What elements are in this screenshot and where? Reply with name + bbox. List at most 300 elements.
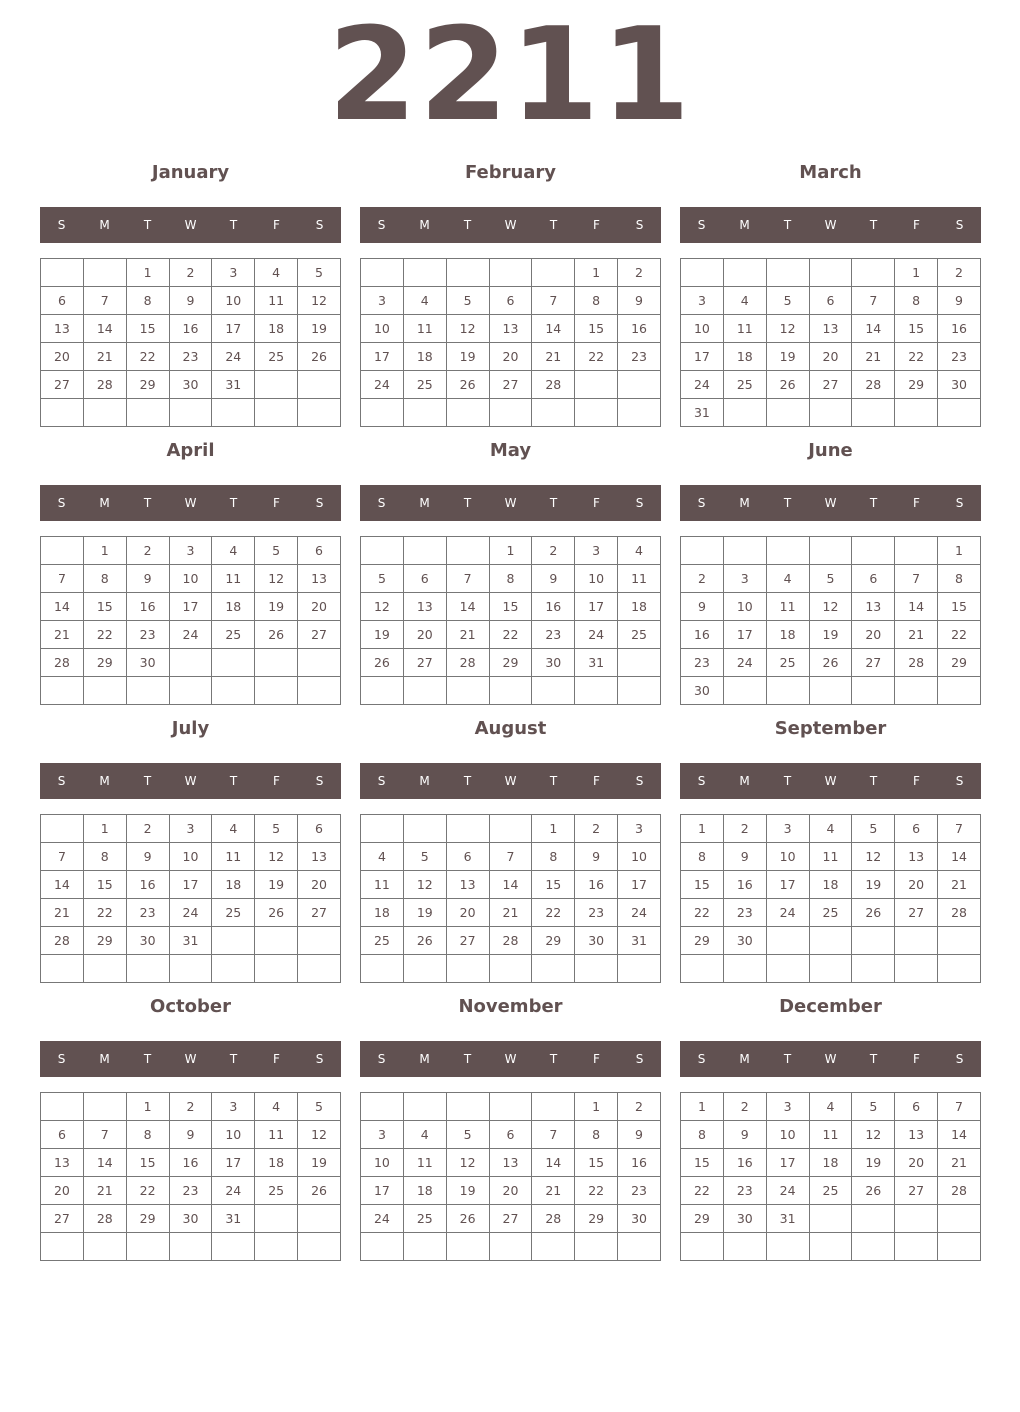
day-cell: 18	[403, 343, 446, 371]
day-cell: 30	[126, 927, 169, 955]
empty-day-cell	[852, 259, 895, 287]
week-row	[41, 399, 341, 427]
day-cell: 29	[895, 371, 938, 399]
weekday-label: M	[419, 1052, 430, 1066]
day-cell: 19	[446, 1177, 489, 1205]
day-cell: 12	[298, 287, 341, 315]
day-cell: 2	[126, 815, 169, 843]
day-cell: 17	[766, 1149, 809, 1177]
day-cell: 17	[766, 871, 809, 899]
day-cell: 29	[83, 927, 126, 955]
day-cell: 17	[169, 593, 212, 621]
day-cell: 12	[852, 1121, 895, 1149]
weekday-label: T	[549, 496, 558, 510]
empty-day-cell	[809, 677, 852, 705]
weekday-label: S	[955, 1052, 964, 1066]
day-cell: 19	[255, 593, 298, 621]
day-cell: 3	[723, 565, 766, 593]
day-cell: 5	[403, 843, 446, 871]
week-row	[41, 593, 341, 621]
day-grid	[360, 1092, 661, 1261]
day-cell: 18	[255, 315, 298, 343]
day-cell: 22	[895, 343, 938, 371]
day-cell: 3	[212, 1093, 255, 1121]
empty-day-cell	[169, 955, 212, 983]
empty-day-cell	[298, 1233, 341, 1261]
weekday-header	[680, 485, 981, 521]
day-cell: 14	[41, 593, 84, 621]
weekday-label: W	[504, 1052, 517, 1066]
weekday-label: T	[783, 1052, 792, 1066]
day-cell: 14	[446, 593, 489, 621]
day-grid	[360, 258, 661, 427]
day-cell: 2	[618, 259, 661, 287]
empty-day-cell	[169, 1233, 212, 1261]
week-row	[681, 565, 981, 593]
weekday-label: T	[229, 774, 238, 788]
day-cell: 9	[126, 565, 169, 593]
day-cell: 23	[575, 899, 618, 927]
day-cell: 18	[212, 593, 255, 621]
day-cell: 27	[852, 649, 895, 677]
day-cell: 12	[403, 871, 446, 899]
empty-day-cell	[938, 677, 981, 705]
day-cell: 1	[681, 1093, 724, 1121]
month-name: January	[151, 162, 230, 183]
weekday-label: T	[783, 496, 792, 510]
empty-day-cell	[255, 1205, 298, 1233]
week-row	[41, 677, 341, 705]
day-grid	[360, 814, 661, 983]
day-cell: 27	[298, 621, 341, 649]
empty-day-cell	[809, 1205, 852, 1233]
day-cell: 10	[169, 565, 212, 593]
week-row	[361, 1149, 661, 1177]
day-cell: 9	[681, 593, 724, 621]
empty-day-cell	[403, 399, 446, 427]
week-row	[361, 259, 661, 287]
day-cell: 3	[169, 815, 212, 843]
day-grid	[40, 814, 341, 983]
day-cell: 21	[489, 899, 532, 927]
empty-day-cell	[298, 649, 341, 677]
day-cell: 20	[41, 343, 84, 371]
day-cell: 10	[169, 843, 212, 871]
week-row	[681, 843, 981, 871]
day-cell: 23	[126, 621, 169, 649]
day-cell: 7	[41, 565, 84, 593]
day-cell: 28	[532, 1205, 575, 1233]
week-row	[681, 343, 981, 371]
day-cell: 1	[575, 259, 618, 287]
weekday-label: F	[913, 218, 920, 232]
weekday-label: T	[143, 496, 152, 510]
weekday-label: F	[913, 1052, 920, 1066]
day-cell: 12	[446, 315, 489, 343]
week-row	[681, 1149, 981, 1177]
day-cell: 16	[681, 621, 724, 649]
day-cell: 31	[169, 927, 212, 955]
day-cell: 30	[126, 649, 169, 677]
day-cell: 28	[41, 649, 84, 677]
day-cell: 28	[83, 1205, 126, 1233]
day-cell: 10	[575, 565, 618, 593]
day-cell: 23	[618, 1177, 661, 1205]
day-cell: 16	[532, 593, 575, 621]
day-cell: 2	[169, 259, 212, 287]
weekday-label: T	[549, 1052, 558, 1066]
week-row	[41, 565, 341, 593]
day-cell: 20	[446, 899, 489, 927]
day-cell: 22	[532, 899, 575, 927]
weekday-header	[40, 1041, 341, 1077]
day-cell: 5	[446, 1121, 489, 1149]
day-cell: 20	[298, 871, 341, 899]
weekday-label: M	[739, 218, 750, 232]
day-cell: 21	[532, 1177, 575, 1205]
empty-day-cell	[575, 677, 618, 705]
day-cell: 17	[212, 1149, 255, 1177]
weekday-header	[680, 763, 981, 799]
day-grid	[680, 536, 981, 705]
day-cell: 14	[41, 871, 84, 899]
empty-day-cell	[212, 399, 255, 427]
day-cell: 3	[766, 1093, 809, 1121]
day-cell: 15	[575, 1149, 618, 1177]
weekday-label: T	[869, 496, 878, 510]
day-cell: 17	[723, 621, 766, 649]
empty-day-cell	[446, 399, 489, 427]
day-cell: 26	[852, 899, 895, 927]
day-cell: 4	[618, 537, 661, 565]
day-cell: 28	[446, 649, 489, 677]
week-row	[361, 343, 661, 371]
day-cell: 11	[255, 1121, 298, 1149]
day-cell: 1	[83, 537, 126, 565]
weekday-label: S	[57, 218, 66, 232]
empty-day-cell	[83, 399, 126, 427]
weekday-label: W	[184, 496, 197, 510]
empty-day-cell	[212, 927, 255, 955]
empty-day-cell	[169, 677, 212, 705]
empty-day-cell	[446, 677, 489, 705]
week-row	[41, 955, 341, 983]
day-cell: 12	[361, 593, 404, 621]
week-row	[41, 871, 341, 899]
empty-day-cell	[575, 955, 618, 983]
day-cell: 15	[938, 593, 981, 621]
day-cell: 5	[255, 815, 298, 843]
weekday-label: S	[955, 218, 964, 232]
empty-day-cell	[532, 677, 575, 705]
weekday-label: S	[635, 774, 644, 788]
day-cell: 11	[403, 1149, 446, 1177]
day-cell: 21	[83, 1177, 126, 1205]
day-cell: 18	[809, 871, 852, 899]
day-cell: 20	[41, 1177, 84, 1205]
day-cell: 7	[938, 1093, 981, 1121]
week-row	[681, 593, 981, 621]
day-cell: 30	[169, 371, 212, 399]
empty-day-cell	[446, 1233, 489, 1261]
day-cell: 13	[809, 315, 852, 343]
weekday-label: T	[783, 774, 792, 788]
weekday-label: M	[99, 774, 110, 788]
day-cell: 9	[126, 843, 169, 871]
day-cell: 19	[809, 621, 852, 649]
empty-day-cell	[255, 1233, 298, 1261]
empty-day-cell	[255, 399, 298, 427]
day-cell: 13	[489, 1149, 532, 1177]
empty-day-cell	[723, 537, 766, 565]
week-row	[361, 815, 661, 843]
day-grid	[680, 1092, 981, 1261]
day-cell: 22	[575, 343, 618, 371]
weekday-label: S	[57, 774, 66, 788]
weekday-label: W	[184, 1052, 197, 1066]
day-cell: 20	[809, 343, 852, 371]
weekday-label: W	[824, 218, 837, 232]
week-row	[41, 815, 341, 843]
day-cell: 12	[766, 315, 809, 343]
weekday-label: M	[419, 774, 430, 788]
weekday-label: S	[955, 496, 964, 510]
weekday-label: T	[869, 774, 878, 788]
day-cell: 9	[618, 287, 661, 315]
week-row	[681, 399, 981, 427]
day-cell: 6	[895, 815, 938, 843]
day-cell: 29	[126, 371, 169, 399]
week-row	[41, 315, 341, 343]
day-cell: 2	[723, 815, 766, 843]
day-cell: 12	[446, 1149, 489, 1177]
day-cell: 6	[298, 815, 341, 843]
day-cell: 19	[403, 899, 446, 927]
day-cell: 11	[361, 871, 404, 899]
empty-day-cell	[895, 1233, 938, 1261]
day-cell: 1	[126, 259, 169, 287]
empty-day-cell	[895, 537, 938, 565]
week-row	[681, 871, 981, 899]
week-row	[41, 649, 341, 677]
day-cell: 8	[575, 1121, 618, 1149]
day-cell: 14	[532, 315, 575, 343]
day-cell: 25	[618, 621, 661, 649]
weekday-header	[360, 1041, 661, 1077]
weekday-label: F	[593, 496, 600, 510]
weekday-label: F	[913, 496, 920, 510]
day-cell: 11	[809, 1121, 852, 1149]
empty-day-cell	[852, 927, 895, 955]
day-cell: 3	[169, 537, 212, 565]
empty-day-cell	[895, 399, 938, 427]
weekday-label: F	[273, 496, 280, 510]
day-cell: 25	[766, 649, 809, 677]
weekday-label: S	[697, 496, 706, 510]
day-cell: 21	[41, 621, 84, 649]
day-cell: 11	[809, 843, 852, 871]
month-name: February	[464, 162, 557, 183]
day-cell: 4	[212, 815, 255, 843]
day-cell: 14	[852, 315, 895, 343]
empty-day-cell	[403, 1093, 446, 1121]
day-cell: 18	[212, 871, 255, 899]
weekday-label: T	[869, 218, 878, 232]
week-row	[41, 621, 341, 649]
weekday-header	[680, 207, 981, 243]
empty-day-cell	[212, 955, 255, 983]
weekday-label: S	[315, 1052, 324, 1066]
empty-day-cell	[298, 1205, 341, 1233]
day-cell: 10	[681, 315, 724, 343]
day-cell: 25	[723, 371, 766, 399]
week-row	[681, 537, 981, 565]
day-cell: 15	[895, 315, 938, 343]
empty-day-cell	[489, 1233, 532, 1261]
day-cell: 8	[126, 287, 169, 315]
day-cell: 22	[83, 621, 126, 649]
day-cell: 26	[852, 1177, 895, 1205]
weekday-label: S	[57, 496, 66, 510]
weekday-label: M	[99, 496, 110, 510]
day-cell: 31	[766, 1205, 809, 1233]
day-cell: 7	[532, 1121, 575, 1149]
empty-day-cell	[361, 677, 404, 705]
weekday-header	[40, 485, 341, 521]
weekday-label: W	[504, 774, 517, 788]
day-cell: 23	[169, 343, 212, 371]
day-cell: 21	[895, 621, 938, 649]
day-cell: 30	[681, 677, 724, 705]
day-cell: 21	[446, 621, 489, 649]
weekday-label: T	[549, 218, 558, 232]
day-cell: 8	[681, 843, 724, 871]
weekday-label: M	[99, 1052, 110, 1066]
week-row	[681, 259, 981, 287]
day-cell: 27	[489, 1205, 532, 1233]
day-cell: 14	[938, 1121, 981, 1149]
day-cell: 20	[489, 1177, 532, 1205]
empty-day-cell	[41, 815, 84, 843]
day-cell: 24	[212, 343, 255, 371]
day-cell: 4	[403, 287, 446, 315]
empty-day-cell	[766, 399, 809, 427]
month-name: September	[774, 718, 887, 739]
day-cell: 3	[766, 815, 809, 843]
day-cell: 8	[895, 287, 938, 315]
empty-day-cell	[938, 955, 981, 983]
empty-day-cell	[83, 1233, 126, 1261]
day-cell: 18	[809, 1149, 852, 1177]
day-cell: 19	[361, 621, 404, 649]
weekday-label: F	[913, 774, 920, 788]
day-cell: 26	[446, 371, 489, 399]
week-row	[681, 621, 981, 649]
day-cell: 4	[255, 259, 298, 287]
day-cell: 7	[489, 843, 532, 871]
week-row	[361, 593, 661, 621]
day-cell: 9	[723, 1121, 766, 1149]
day-cell: 4	[809, 815, 852, 843]
day-cell: 14	[83, 1149, 126, 1177]
day-cell: 11	[403, 315, 446, 343]
day-cell: 15	[532, 871, 575, 899]
day-cell: 24	[361, 371, 404, 399]
empty-day-cell	[532, 1093, 575, 1121]
day-cell: 27	[895, 1177, 938, 1205]
day-cell: 27	[809, 371, 852, 399]
week-row	[361, 899, 661, 927]
empty-day-cell	[41, 1233, 84, 1261]
weekday-label: T	[783, 218, 792, 232]
week-row	[41, 843, 341, 871]
day-cell: 24	[169, 621, 212, 649]
day-cell: 1	[532, 815, 575, 843]
empty-day-cell	[895, 1205, 938, 1233]
empty-day-cell	[41, 399, 84, 427]
empty-day-cell	[681, 1233, 724, 1261]
empty-day-cell	[723, 399, 766, 427]
empty-day-cell	[126, 677, 169, 705]
empty-day-cell	[126, 955, 169, 983]
weekday-header	[680, 1041, 981, 1077]
day-cell: 30	[938, 371, 981, 399]
weekday-label: M	[419, 496, 430, 510]
day-cell: 28	[895, 649, 938, 677]
day-cell: 26	[361, 649, 404, 677]
week-row	[681, 1121, 981, 1149]
weekday-label: S	[697, 1052, 706, 1066]
day-cell: 11	[723, 315, 766, 343]
week-row	[681, 1093, 981, 1121]
empty-day-cell	[361, 399, 404, 427]
day-cell: 2	[618, 1093, 661, 1121]
day-cell: 25	[212, 899, 255, 927]
day-cell: 26	[255, 899, 298, 927]
day-cell: 18	[361, 899, 404, 927]
week-row	[41, 1093, 341, 1121]
weekday-label: M	[739, 1052, 750, 1066]
weekday-label: T	[229, 1052, 238, 1066]
day-cell: 24	[212, 1177, 255, 1205]
weekday-label: S	[57, 1052, 66, 1066]
day-cell: 15	[126, 315, 169, 343]
day-cell: 23	[169, 1177, 212, 1205]
weekday-label: S	[315, 774, 324, 788]
empty-day-cell	[446, 815, 489, 843]
empty-day-cell	[618, 955, 661, 983]
weekday-label: W	[504, 496, 517, 510]
day-cell: 10	[766, 1121, 809, 1149]
day-cell: 1	[83, 815, 126, 843]
empty-day-cell	[446, 259, 489, 287]
empty-day-cell	[852, 955, 895, 983]
day-cell: 11	[766, 593, 809, 621]
empty-day-cell	[255, 649, 298, 677]
day-cell: 9	[169, 287, 212, 315]
empty-day-cell	[575, 1233, 618, 1261]
day-cell: 7	[532, 287, 575, 315]
day-cell: 21	[938, 1149, 981, 1177]
week-row	[361, 287, 661, 315]
day-cell: 16	[618, 315, 661, 343]
empty-day-cell	[938, 399, 981, 427]
day-cell: 25	[809, 899, 852, 927]
day-cell: 10	[361, 1149, 404, 1177]
weekday-label: M	[419, 218, 430, 232]
day-cell: 5	[852, 815, 895, 843]
day-cell: 19	[255, 871, 298, 899]
